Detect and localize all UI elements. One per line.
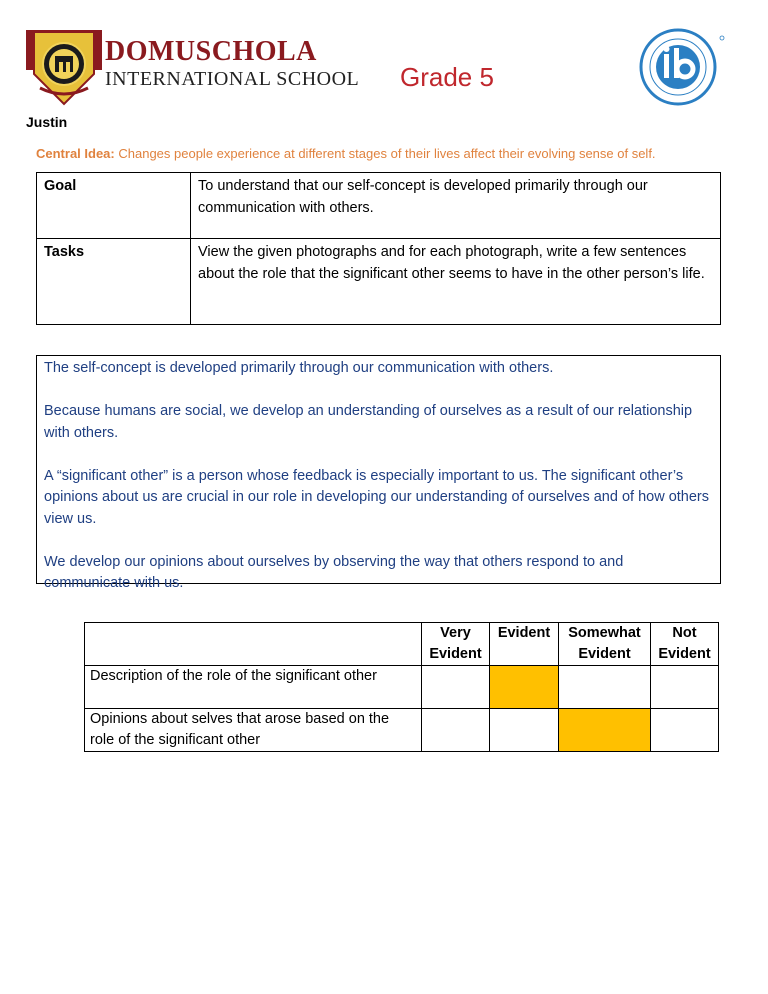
rating-cell-selected[interactable]: [559, 709, 651, 752]
rating-cell[interactable]: [490, 709, 559, 752]
rubric-table: [84, 622, 719, 752]
ib-logo: [628, 28, 728, 106]
ib-world-school-icon: [628, 28, 728, 106]
criterion-opinions-selves: Opinions about selves that arose based on the role of the significant other: [85, 709, 422, 752]
header-very-evident: Very Evident: [422, 623, 490, 666]
tasks-label: Tasks: [37, 239, 191, 325]
school-name: DOMUSCHOLA: [105, 36, 317, 67]
rating-cell[interactable]: [651, 709, 719, 752]
goal-label: Goal: [37, 173, 191, 239]
table-row: [37, 239, 721, 325]
header-evident: Evident: [490, 623, 559, 666]
goal-tasks-table: [36, 172, 721, 325]
table-row: [85, 666, 719, 709]
goal-text: To understand that our self-concept is developed primarily through our communication with others.: [191, 173, 721, 239]
rating-cell[interactable]: [559, 666, 651, 709]
rubric-header-row: [85, 623, 719, 666]
grade-title: Grade 5: [400, 62, 494, 92]
school-crest-icon: [26, 28, 106, 112]
central-idea: [36, 146, 656, 161]
tasks-text: View the given photographs and for each photograph, write a few sentences about the role that the significant other seems to have in the other person’s life.: [191, 239, 721, 325]
info-paragraph: The self-concept is developed primarily through our communication with others.: [44, 360, 554, 376]
rating-cell[interactable]: [422, 709, 490, 752]
rubric-corner-cell: [85, 623, 422, 666]
student-name: Justin: [26, 114, 68, 130]
self-concept-info-box: [36, 355, 721, 591]
table-row: [37, 173, 721, 239]
central-idea-label: Central Idea:: [36, 146, 115, 161]
table-row: [85, 709, 719, 752]
criterion-description-role: Description of the role of the significant other: [85, 666, 422, 709]
header-somewhat-evident: Somewhat Evident: [559, 623, 651, 666]
info-paragraph: A “significant other” is a person whose feedback is especially important to us. The significant other’s opinions about us are crucial in our role in developing our understanding of ourselves and of how others view us.: [44, 467, 710, 527]
rating-cell[interactable]: [422, 666, 490, 709]
info-paragraph: Because humans are social, we develop an understanding of ourselves as a result of our relationship with others.: [44, 403, 693, 441]
header-not-evident: Not Evident: [651, 623, 719, 666]
rating-cell[interactable]: [651, 666, 719, 709]
central-idea-text: Changes people experience at different stages of their lives affect their evolving sense of self.: [114, 146, 656, 161]
rating-cell-selected[interactable]: [490, 666, 559, 709]
info-paragraph: We develop our opinions about ourselves by observing the way that others respond to and communicate with us.: [44, 553, 624, 591]
school-subtitle: INTERNATIONAL SCHOOL: [105, 68, 360, 90]
